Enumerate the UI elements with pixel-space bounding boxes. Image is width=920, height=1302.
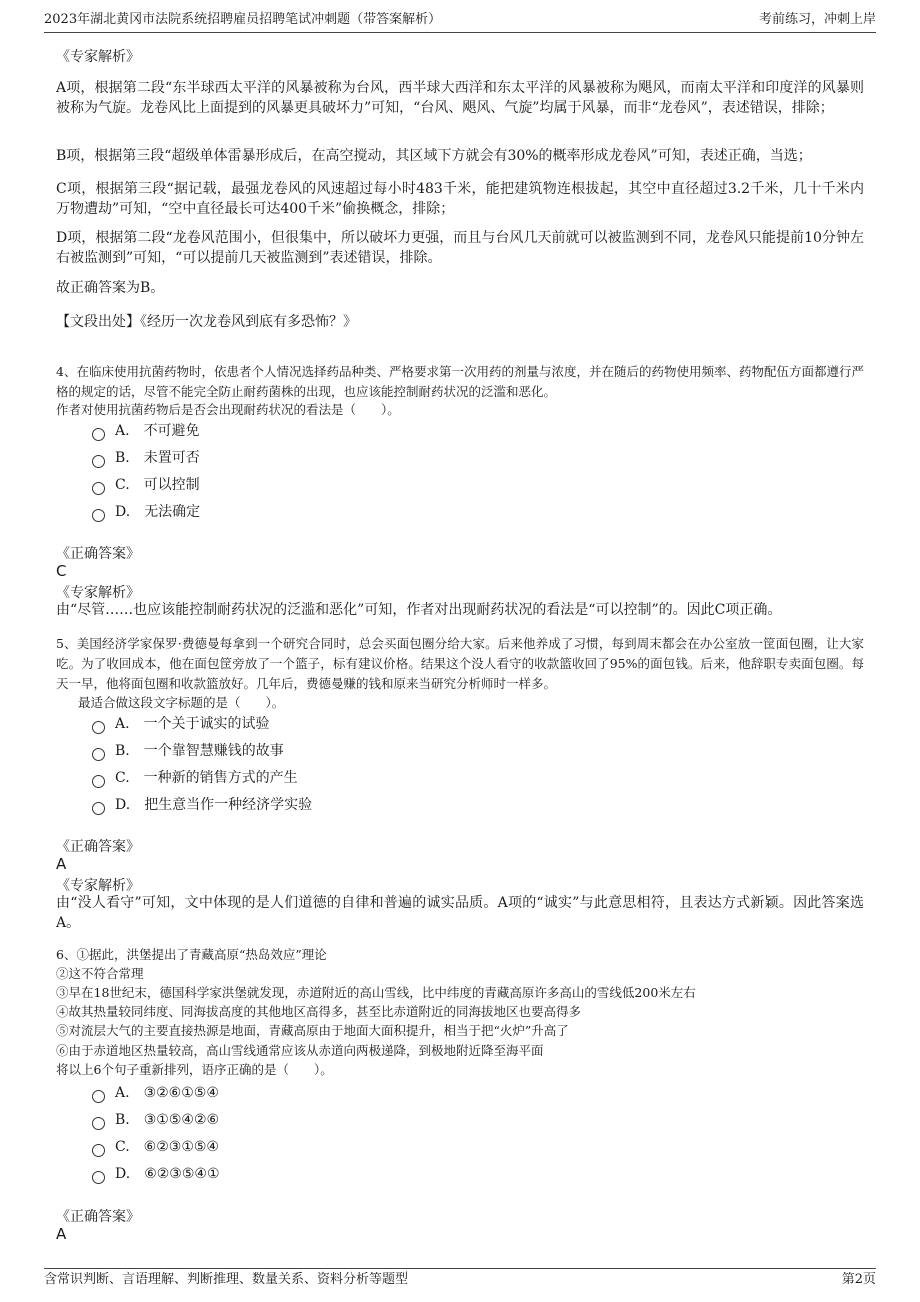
q6-sentence-1: 6、①据此，洪堡提出了青藏高原“热岛效应”理论 — [56, 947, 327, 962]
q4-answer-label: 《正确答案》 — [56, 546, 140, 562]
q5-question: 最适合做这段文字标题的是（ ）。 — [78, 695, 285, 710]
radio-icon[interactable] — [92, 455, 105, 468]
q5-option-b[interactable]: B. 一个靠智慧赚钱的故事 — [92, 740, 284, 762]
document-title: 2023年湖北黄冈市法院系统招聘雇员招聘笔试冲刺题（带答案解析） — [44, 12, 442, 27]
q4-question: 作者对使用抗菌药物后是否会出现耐药状况的看法是（ ）。 — [56, 402, 400, 417]
q5-option-a[interactable]: A. 一个关于诚实的试验 — [92, 713, 270, 735]
q3-analysis-a: A项，根据第二段“东半球西太平洋的风暴被称为台风，西半球大西洋和东太平洋的风暴被称为飓风，而南太平洋和印度洋的风暴则被称为气旋。龙卷风比上面提到的风暴更具破坏力”可知，“台风、飓风、气旋”均属于风暴，而非“龙卷风”，表述错误，排除； — [56, 80, 864, 116]
q5-stem: 5、美国经济学家保罗·费德曼每拿到一个研究合同时，总会买面包圈分给大家。后来他养成了习惯，每到周末都会在办公室放一筐面包圈，让大家吃。为了收回成本，他在面包筐旁放了一个篮子，标有建议价格。结果这个没人看守的收款篮收回了95%的面包钱。后来，他辞职专卖面包圈。每天一早，他将面包圈和收款篮放好。几年后，费德曼赚的钱和原来当研究分析师时一样多。 — [56, 636, 864, 691]
q5-answer-label: 《正确答案》 — [56, 839, 140, 855]
radio-icon[interactable] — [92, 1117, 105, 1130]
q6-option-c[interactable]: C. ⑥②③①⑤④ — [92, 1136, 219, 1158]
q3-analysis-label: 《专家解析》 — [56, 49, 140, 65]
page-number: 第2页 — [841, 1272, 876, 1287]
q6-sentence-4: ④故其热量较同纬度、同海拔高度的其他地区高得多，甚至比赤道附近的同海拔地区也要高得多 — [56, 1004, 582, 1019]
radio-icon[interactable] — [92, 1144, 105, 1157]
q4-option-a[interactable]: A. 不可避免 — [92, 420, 200, 442]
q3-analysis-b: B项，根据第三段“超级单体雷暴形成后，在高空搅动，其区域下方就会有30%的概率形成龙卷风”可知，表述正确，当选； — [56, 148, 812, 164]
header-slogan: 考前练习，冲刺上岸 — [758, 12, 876, 27]
q3-conclusion: 故正确答案为B。 — [56, 280, 165, 296]
q5-analysis-label: 《专家解析》 — [56, 878, 140, 894]
radio-icon[interactable] — [92, 1090, 105, 1103]
q5-answer: A — [56, 855, 67, 873]
page-header — [44, 10, 876, 33]
q6-option-b[interactable]: B. ③①⑤④②⑥ — [92, 1109, 219, 1131]
q4-answer: C — [56, 562, 67, 580]
q6-answer: A — [56, 1225, 67, 1243]
footer-topics: 含常识判断、言语理解、判断推理、数量关系、资料分析等题型 — [44, 1272, 409, 1287]
q5-analysis: 由“没人看守”可知，文中体现的是人们道德的自律和普遍的诚实品质。A项的“诚实”与此意思相符，且表达方式新颖。因此答案选A。 — [56, 895, 864, 931]
q6-question: 将以上6个句子重新排列，语序正确的是（ ）。 — [56, 1062, 333, 1077]
radio-icon[interactable] — [92, 775, 105, 788]
q3-analysis-d: D项，根据第二段“龙卷风范围小，但很集中，所以破坏力更强，而且与台风几天前就可以被监测到不同，龙卷风只能提前10分钟左右被监测到”可知，“可以提前几天被监测到”表述错误，排除。 — [56, 230, 864, 266]
radio-icon[interactable] — [92, 1171, 105, 1184]
q5-option-c[interactable]: C. 一种新的销售方式的产生 — [92, 767, 298, 789]
q6-sentence-5: ⑤对流层大气的主要直接热源是地面，青藏高原由于地面大面积提升，相当于把“火炉”升高了 — [56, 1023, 569, 1038]
q4-option-d[interactable]: D. 无法确定 — [92, 501, 200, 523]
radio-icon[interactable] — [92, 482, 105, 495]
q4-stem: 4、在临床使用抗菌药物时，依患者个人情况选择药品种类、严格要求第一次用药的剂量与浓度，并在随后的药物使用频率、药物配伍方面都遵行严格的规定的话，尽管不能完全防止耐药菌株的出现，也应该能控制耐药状况的泛滥和恶化。 — [56, 364, 864, 399]
q5-option-d[interactable]: D. 把生意当作一种经济学实验 — [92, 794, 312, 816]
q4-option-c[interactable]: C. 可以控制 — [92, 474, 200, 496]
radio-icon[interactable] — [92, 509, 105, 522]
q6-sentence-3: ③早在18世纪末，德国科学家洪堡就发现，赤道附近的高山雪线，比中纬度的青藏高原许多高山的雪线低200米左右 — [56, 985, 696, 1000]
radio-icon[interactable] — [92, 721, 105, 734]
q3-source: 【文段出处】《经历一次龙卷风到底有多恐怖？》 — [56, 314, 357, 330]
q4-analysis: 由“尽管……也应该能控制耐药状况的泛滥和恶化”可知，作者对出现耐药状况的看法是“可以控制”的。因此C项正确。 — [56, 602, 782, 618]
page-footer — [44, 1268, 876, 1293]
radio-icon[interactable] — [92, 428, 105, 441]
q6-sentence-2: ②这不符合常理 — [56, 966, 144, 981]
radio-icon[interactable] — [92, 748, 105, 761]
q3-analysis-c: C项，根据第三段“据记载，最强龙卷风的风速超过每小时483千米，能把建筑物连根拔起，其空中直径超过3.2千米，几十千米内万物遭劫”可知，“空中直径最长可达400千米”偷换概念，排除； — [56, 181, 864, 217]
q6-option-a[interactable]: A. ③②⑥①⑤④ — [92, 1082, 219, 1104]
q6-option-d[interactable]: D. ⑥②③⑤④① — [92, 1163, 220, 1185]
q4-option-b[interactable]: B. 未置可否 — [92, 447, 200, 469]
q6-sentence-6: ⑥由于赤道地区热量较高，高山雪线通常应该从赤道向两极递降，到极地附近降至海平面 — [56, 1043, 544, 1058]
radio-icon[interactable] — [92, 802, 105, 815]
q6-answer-label: 《正确答案》 — [56, 1209, 140, 1225]
q4-analysis-label: 《专家解析》 — [56, 585, 140, 601]
